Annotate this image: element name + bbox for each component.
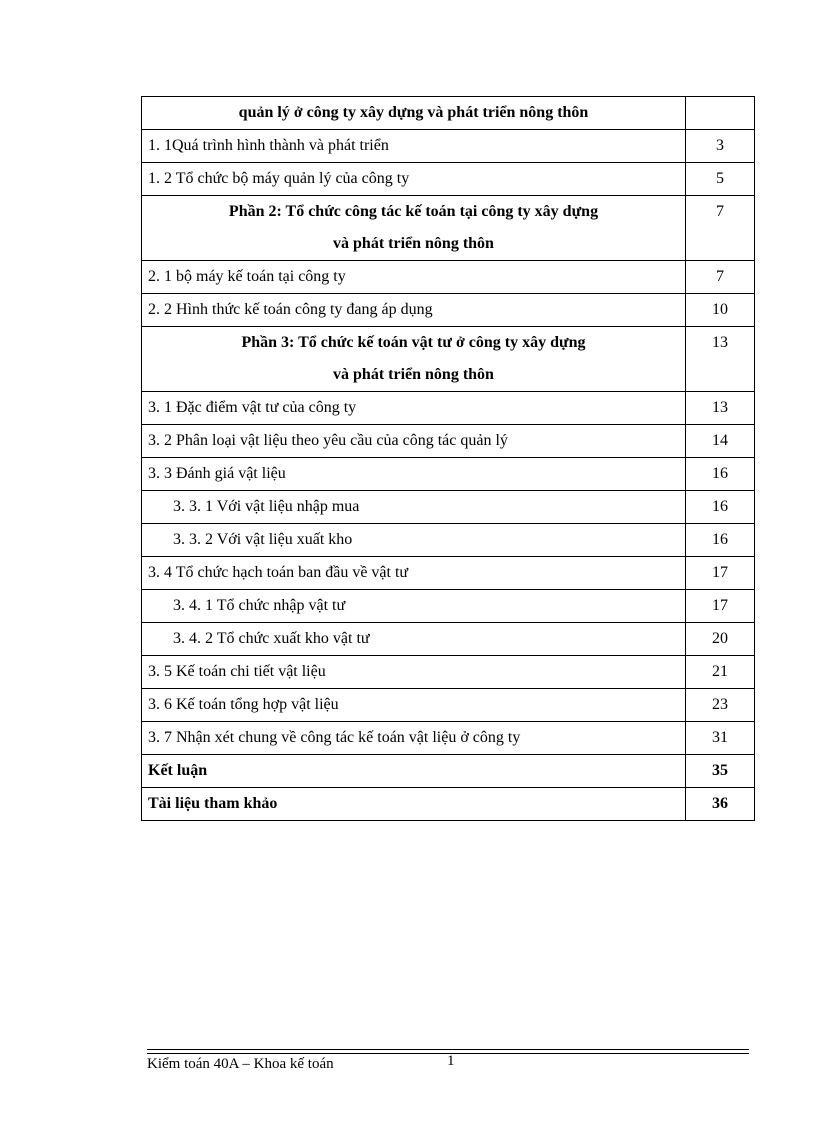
toc-row (142, 163, 755, 196)
toc-page-number: 7 (686, 261, 755, 294)
toc-row (142, 294, 755, 327)
toc-page-number: 21 (686, 656, 755, 689)
toc-body (142, 97, 755, 821)
toc-section-heading (142, 97, 755, 130)
toc-entry-title: 1. 1Quá trình hình thành và phát triển (142, 130, 686, 163)
toc-entry-title: 2. 2 Hình thức kế toán công ty đang áp dụng (142, 294, 686, 327)
toc-page-number: 35 (686, 755, 755, 788)
toc-row (142, 656, 755, 689)
toc-entry-title: 2. 1 bộ máy kế toán tại công ty (142, 261, 686, 294)
heading-line: quản lý ở công ty xây dựng và phát triển nông thôn (238, 104, 589, 121)
toc-row (142, 392, 755, 425)
toc-page-number: 16 (686, 524, 755, 557)
toc-row (142, 557, 755, 590)
toc-entry-title: 3. 4 Tổ chức hạch toán ban đầu về vật tư (142, 557, 686, 590)
toc-entry-title: 3. 6 Kế toán tổng hợp vật liệu (142, 689, 686, 722)
toc-page-number: 14 (686, 425, 755, 458)
toc-page-number: 5 (686, 163, 755, 196)
toc-page-number: 31 (686, 722, 755, 755)
toc-page-number: 7 (686, 196, 755, 261)
toc-entry-title: 3. 3. 1 Với vật liệu nhập mua (142, 491, 686, 524)
toc-page-number: 13 (686, 392, 755, 425)
toc-entry-title: 3. 2 Phân loại vật liệu theo yêu cầu của công tác quản lý (142, 425, 686, 458)
toc-section-heading (142, 196, 755, 261)
toc-section-heading (142, 327, 755, 392)
toc-entry-title: 3. 4. 1 Tổ chức nhập vật tư (142, 590, 686, 623)
toc-page-number (686, 97, 755, 130)
toc-row (142, 788, 755, 821)
toc-entry-title: 3. 7 Nhận xét chung về công tác kế toán vật liệu ở công ty (142, 722, 686, 755)
toc-row (142, 524, 755, 557)
toc-page-number: 10 (686, 294, 755, 327)
heading-line: Phần 2: Tổ chức công tác kế toán tại công ty xây dựng (228, 203, 599, 220)
toc-entry-title (142, 97, 686, 130)
toc-entry-title: 3. 3 Đánh giá vật liệu (142, 458, 686, 491)
toc-row (142, 755, 755, 788)
toc-row (142, 590, 755, 623)
toc-entry-title (142, 327, 686, 392)
table-of-contents (141, 96, 755, 821)
toc-row (142, 261, 755, 294)
toc-entry-title: 1. 2 Tổ chức bộ máy quản lý của công ty (142, 163, 686, 196)
toc-page-number: 17 (686, 557, 755, 590)
footer-text: Kiểm toán 40A – Khoa kế toán (147, 1056, 334, 1072)
toc-entry-title (142, 196, 686, 261)
toc-entry-title: 3. 3. 2 Với vật liệu xuất kho (142, 524, 686, 557)
toc-row (142, 130, 755, 163)
footer-rule-top (147, 1049, 749, 1050)
toc-page-number: 20 (686, 623, 755, 656)
toc-row (142, 458, 755, 491)
toc-entry-title: 3. 5 Kế toán chi tiết vật liệu (142, 656, 686, 689)
toc-row (142, 689, 755, 722)
toc-entry-title: Kết luận (142, 755, 686, 788)
page-number: 1 (447, 1053, 455, 1069)
toc-page-number: 16 (686, 491, 755, 524)
toc-page-number: 36 (686, 788, 755, 821)
toc-entry-title: Tài liệu tham khảo (142, 788, 686, 821)
toc-page-number: 17 (686, 590, 755, 623)
toc-entry-title: 3. 4. 2 Tổ chức xuất kho vật tư (142, 623, 686, 656)
toc-page-number: 3 (686, 130, 755, 163)
heading-line: và phát triển nông thôn (333, 366, 494, 383)
toc-page-number: 16 (686, 458, 755, 491)
heading-line: và phát triển nông thôn (333, 235, 494, 252)
toc-row (142, 491, 755, 524)
toc-row (142, 425, 755, 458)
toc-row (142, 623, 755, 656)
toc-page-number: 23 (686, 689, 755, 722)
toc-entry-title: 3. 1 Đặc điểm vật tư của công ty (142, 392, 686, 425)
toc-page-number: 13 (686, 327, 755, 392)
toc-row (142, 722, 755, 755)
heading-line: Phần 3: Tổ chức kế toán vật tư ở công ty xây dựng (241, 334, 586, 351)
